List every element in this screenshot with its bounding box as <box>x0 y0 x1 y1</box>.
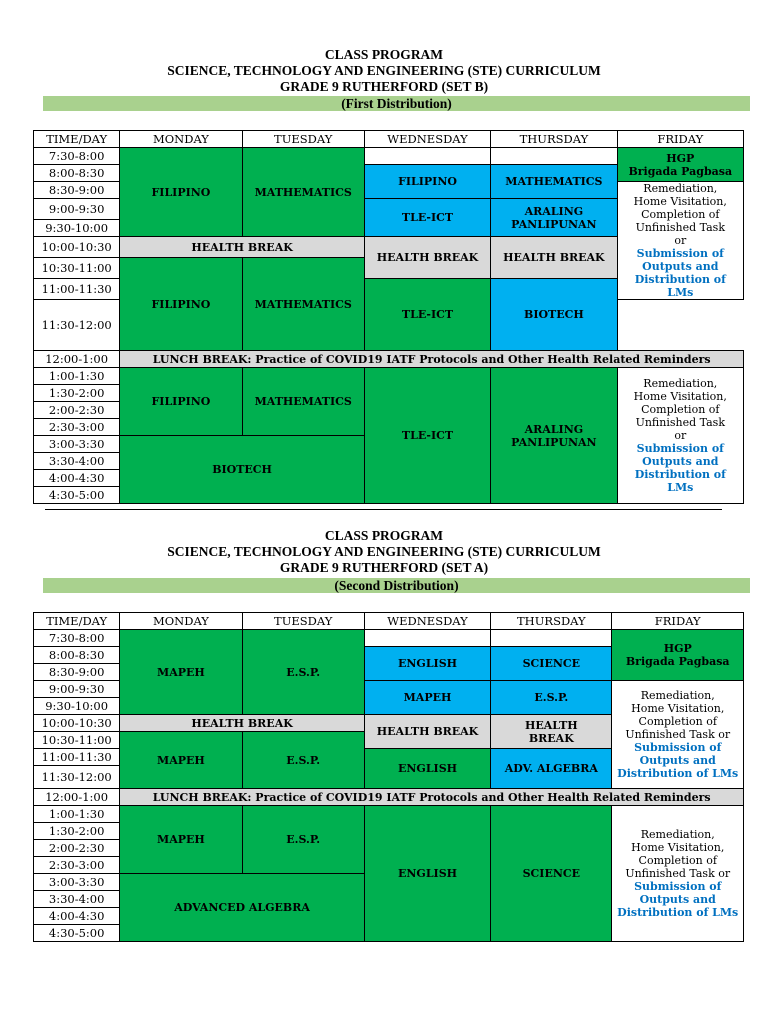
col-wednesday: WEDNESDAY <box>364 613 490 630</box>
distribution-label-first: (First Distribution) <box>43 96 750 111</box>
class-cell: MATHEMATICS <box>491 165 617 199</box>
program-title: CLASS PROGRAM <box>324 47 444 62</box>
schedule-table-first <box>33 130 744 504</box>
table-header-row <box>34 613 744 630</box>
friday-remediation-cell <box>617 182 743 300</box>
time-slot: 10:00-10:30 <box>34 715 120 732</box>
time-slot: 12:00-1:00 <box>34 789 120 806</box>
time-slot: 11:30-12:00 <box>34 300 120 351</box>
class-cell: TLE-ICT <box>364 368 490 504</box>
time-slot: 9:30-10:00 <box>34 698 120 715</box>
submission-line: Submission of <box>636 442 724 455</box>
friday-remediation-cell <box>617 368 743 504</box>
remediation-line: Home Visitation, <box>633 390 727 403</box>
submission-line: Submission of <box>634 880 722 893</box>
time-slot: 9:00-9:30 <box>34 681 120 698</box>
time-slot: 4:00-4:30 <box>34 470 120 487</box>
time-slot: 3:00-3:30 <box>34 436 120 453</box>
submission-line: Distribution of LMs <box>617 767 739 780</box>
remediation-line: Remediation, <box>643 377 718 390</box>
time-slot: 11:30-12:00 <box>34 766 120 789</box>
submission-line: Distribution of <box>634 273 726 286</box>
health-break-cell: HEALTH BREAK <box>364 237 490 279</box>
remediation-line: Completion of <box>638 715 717 728</box>
class-cell: E.S.P. <box>242 732 364 789</box>
col-friday: FRIDAY <box>612 613 744 630</box>
class-cell: ADVANCED ALGEBRA <box>120 874 365 942</box>
health-break-cell <box>491 715 612 749</box>
class-cell: ENGLISH <box>364 749 490 789</box>
time-slot: 4:00-4:30 <box>34 908 120 925</box>
time-slot: 9:00-9:30 <box>34 199 120 220</box>
class-cell: ADV. ALGEBRA <box>491 749 612 789</box>
hgp-label: HGP <box>663 642 692 655</box>
col-tuesday: TUESDAY <box>242 613 364 630</box>
health-break-cell: HEALTH BREAK <box>491 237 617 279</box>
empty-cell <box>364 630 490 647</box>
time-slot: 11:00-11:30 <box>34 279 120 300</box>
remediation-line: or <box>674 429 687 442</box>
remediation-line: Unfinished Task or <box>625 728 731 741</box>
class-cell <box>491 368 617 504</box>
class-cell: SCIENCE <box>491 806 612 942</box>
col-monday: MONDAY <box>120 613 242 630</box>
time-slot: 2:00-2:30 <box>34 840 120 857</box>
class-line: HEALTH <box>524 718 578 732</box>
class-line: PANLIPUNAN <box>511 435 597 449</box>
class-cell: E.S.P. <box>242 806 364 874</box>
brigada-label: Brigada Pagbasa <box>625 655 730 668</box>
remediation-line: Unfinished Task or <box>625 867 731 880</box>
col-wednesday: WEDNESDAY <box>364 131 490 148</box>
class-cell: E.S.P. <box>242 630 364 715</box>
time-slot: 7:30-8:00 <box>34 148 120 165</box>
time-slot: 2:30-3:00 <box>34 857 120 874</box>
col-thursday: THURSDAY <box>491 131 617 148</box>
time-slot: 10:30-11:00 <box>34 258 120 279</box>
class-cell: E.S.P. <box>491 681 612 715</box>
time-slot: 8:00-8:30 <box>34 647 120 664</box>
class-line: ARALING <box>524 204 584 218</box>
time-slot: 12:00-1:00 <box>34 351 120 368</box>
empty-cell <box>491 148 617 165</box>
submission-line: Submission of <box>634 741 722 754</box>
section-divider <box>45 509 722 510</box>
class-cell: FILIPINO <box>120 258 242 351</box>
time-slot: 4:30-5:00 <box>34 925 120 942</box>
submission-line: Distribution of <box>634 468 726 481</box>
schedule-table-second <box>33 612 744 942</box>
program-header-first <box>0 47 768 95</box>
remediation-line: Remediation, <box>640 689 715 702</box>
class-cell: MAPEH <box>120 806 242 874</box>
class-cell: MATHEMATICS <box>242 368 364 436</box>
class-cell: MAPEH <box>120 630 242 715</box>
time-slot: 2:00-2:30 <box>34 402 120 419</box>
remediation-line: or <box>674 234 687 247</box>
remediation-line: Remediation, <box>643 182 718 195</box>
lunch-break-cell: LUNCH BREAK: Practice of COVID19 IATF Protocols and Other Health Related Reminders <box>120 351 744 368</box>
empty-cell <box>491 630 612 647</box>
time-slot: 1:30-2:00 <box>34 823 120 840</box>
class-cell: MAPEH <box>364 681 490 715</box>
time-slot: 3:30-4:00 <box>34 891 120 908</box>
time-slot: 8:30-9:00 <box>34 664 120 681</box>
col-monday: MONDAY <box>120 131 242 148</box>
submission-line: Outputs and <box>639 893 716 906</box>
program-title: CLASS PROGRAM <box>324 528 444 543</box>
class-cell: TLE-ICT <box>364 279 490 351</box>
class-cell: FILIPINO <box>364 165 490 199</box>
class-cell: MAPEH <box>120 732 242 789</box>
health-break-cell: HEALTH BREAK <box>120 237 365 258</box>
time-slot: 1:30-2:00 <box>34 385 120 402</box>
time-slot: 2:30-3:00 <box>34 419 120 436</box>
curriculum-title: SCIENCE, TECHNOLOGY AND ENGINEERING (STE) CURRICULUM <box>167 63 601 78</box>
health-break-cell: HEALTH BREAK <box>364 715 490 749</box>
remediation-line: Completion of <box>641 208 720 221</box>
time-slot: 8:30-9:00 <box>34 182 120 199</box>
time-slot: 10:00-10:30 <box>34 237 120 258</box>
friday-remediation-cell <box>612 806 744 942</box>
time-slot: 1:00-1:30 <box>34 806 120 823</box>
table-header-row <box>34 131 744 148</box>
remediation-line: Unfinished Task <box>635 221 725 234</box>
class-cell: MATHEMATICS <box>242 148 364 237</box>
class-cell: MATHEMATICS <box>242 258 364 351</box>
class-cell: ENGLISH <box>364 806 490 942</box>
class-line: ARALING <box>524 422 584 436</box>
time-slot: 11:00-11:30 <box>34 749 120 766</box>
time-slot: 8:00-8:30 <box>34 165 120 182</box>
submission-line: Outputs and <box>639 754 716 767</box>
remediation-line: Completion of <box>641 403 720 416</box>
submission-line: Distribution of LMs <box>617 906 739 919</box>
class-cell: SCIENCE <box>491 647 612 681</box>
class-cell <box>491 199 617 237</box>
brigada-label: Brigada Pagbasa <box>628 164 733 178</box>
lunch-break-cell: LUNCH BREAK: Practice of COVID19 IATF Protocols and Other Health Related Reminders <box>120 789 744 806</box>
class-cell <box>612 630 744 681</box>
class-line: PANLIPUNAN <box>511 217 597 231</box>
remediation-line: Home Visitation, <box>633 195 727 208</box>
remediation-line: Home Visitation, <box>631 702 725 715</box>
time-slot: 3:30-4:00 <box>34 453 120 470</box>
time-slot: 3:00-3:30 <box>34 874 120 891</box>
submission-line: LMs <box>667 481 694 494</box>
time-slot: 7:30-8:00 <box>34 630 120 647</box>
remediation-line: Remediation, <box>640 828 715 841</box>
section-title: GRADE 9 RUTHERFORD (SET B) <box>279 79 489 94</box>
col-tuesday: TUESDAY <box>242 131 364 148</box>
submission-line: LMs <box>667 286 694 299</box>
class-cell: BIOTECH <box>491 279 617 351</box>
class-cell: FILIPINO <box>120 368 242 436</box>
time-slot: 9:30-10:00 <box>34 220 120 237</box>
col-time: TIME/DAY <box>34 131 120 148</box>
remediation-line: Home Visitation, <box>631 841 725 854</box>
hgp-label: HGP <box>666 151 695 165</box>
class-cell: TLE-ICT <box>364 199 490 237</box>
curriculum-title: SCIENCE, TECHNOLOGY AND ENGINEERING (STE) CURRICULUM <box>167 544 601 559</box>
class-cell: BIOTECH <box>120 436 365 504</box>
class-cell: ENGLISH <box>364 647 490 681</box>
col-time: TIME/DAY <box>34 613 120 630</box>
submission-line: Outputs and <box>642 260 719 273</box>
time-slot: 10:30-11:00 <box>34 732 120 749</box>
distribution-label-second: (Second Distribution) <box>43 578 750 593</box>
submission-line: Outputs and <box>642 455 719 468</box>
col-thursday: THURSDAY <box>491 613 612 630</box>
remediation-line: Completion of <box>638 854 717 867</box>
class-cell: FILIPINO <box>120 148 242 237</box>
program-header-second <box>0 528 768 576</box>
time-slot: 4:30-5:00 <box>34 487 120 504</box>
remediation-line: Unfinished Task <box>635 416 725 429</box>
class-line: BREAK <box>528 731 574 745</box>
time-slot: 1:00-1:30 <box>34 368 120 385</box>
section-title: GRADE 9 RUTHERFORD (SET A) <box>279 560 489 575</box>
submission-line: Submission of <box>636 247 724 260</box>
col-friday: FRIDAY <box>617 131 743 148</box>
health-break-cell: HEALTH BREAK <box>120 715 365 732</box>
empty-cell <box>364 148 490 165</box>
friday-remediation-cell <box>612 681 744 789</box>
class-cell <box>617 148 743 182</box>
